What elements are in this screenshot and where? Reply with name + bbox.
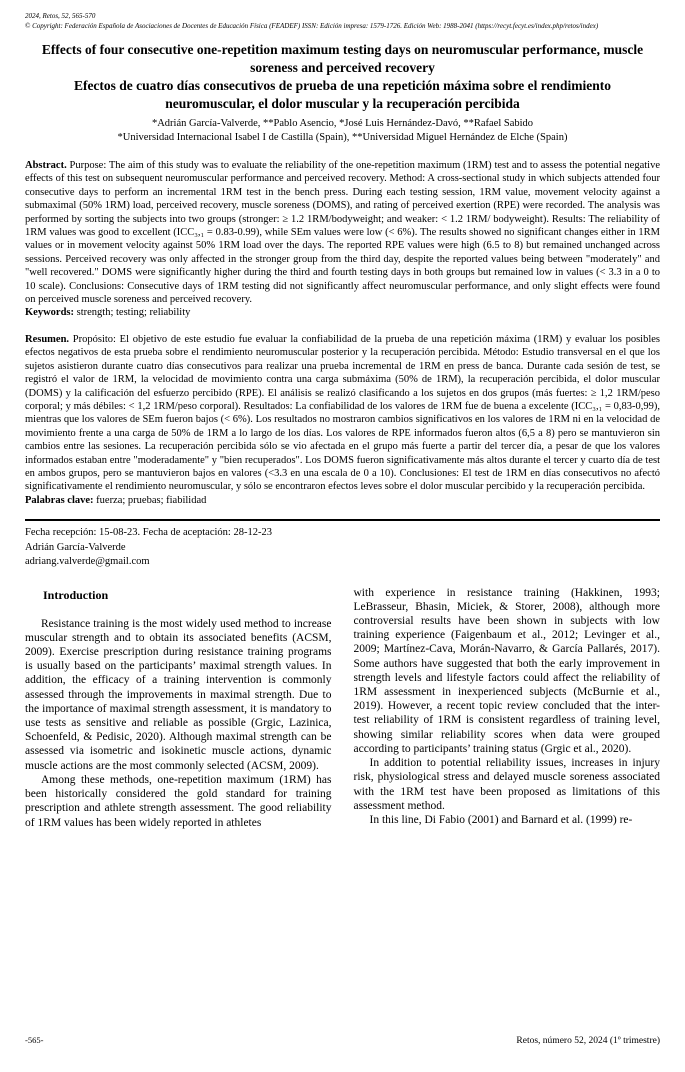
page-footer (25, 1035, 660, 1046)
article-body (25, 586, 660, 830)
journal-header (25, 12, 660, 31)
section-heading-introduction: Introduction (43, 587, 109, 602)
corresponding-author: Adrián García-Valverde (25, 541, 126, 553)
right-column (354, 586, 661, 830)
reception-block (25, 526, 660, 570)
divider-rule (25, 519, 660, 521)
reception-dates: Fecha recepción: 15-08-23. Fecha de aceptación: 28-12-23 (25, 527, 272, 539)
abstract-label: Abstract. (25, 160, 67, 171)
palabras-clave-line (25, 494, 660, 507)
page-number: -565- (25, 1035, 44, 1045)
keywords-line (25, 306, 660, 319)
journal-citation: 2024, Retos, 52, 565-570 (25, 12, 96, 20)
keywords-label: Keywords: (25, 307, 74, 319)
paragraph: In addition to potential reliability issues, increases in injury risk, physiological stress and delayed muscle soreness associated with the 1RM test have been proposed as limitations of this assessment method. (353, 757, 660, 812)
abstract-paragraph (25, 159, 660, 306)
abstract-section (25, 159, 660, 320)
paragraph: In this line, Di Fabio (2001) and Barnard et al. (1999) re- (369, 813, 633, 826)
title-english: Effects of four consecutive one-repetition maximum testing days on neuromuscular performance, muscle soreness and perceived recovery (41, 42, 644, 75)
journal-issue: Retos, número 52, 2024 (1º trimestre) (516, 1036, 660, 1046)
resumen-label: Resumen. (25, 333, 70, 345)
resumen-text: Propósito: El objetivo de este estudio fue evaluar la confiabilidad de la prueba de una repetición máxima (1RM) y evaluar los posibles efectos negativos de esta prueba sobre el rendimiento neuromuscular posterior y la recuperación percibida. Método: Estudio transversal en el que los sujetos asistieron durante cuatro días consecutivos para realizar una prueba incremental de 1RM en press de banca. Durante cada sesión de test, se registró el valor de 1RM, la velocidad de movimiento contra una carga submáxima (50% de 1RM), la recuperación percibida, el dolor muscular (DOMS) y la calificación del esfuerzo percibido (RPE). El análisis se realizó clasificando a los sujetos en dos grupos (más fuertes: ≥ 1,2 1RM/peso corporal; y más débiles: < 1,2 1RM/peso corporal). Resultados: La confiabilidad de los valores de 1RM fue de buena a excelente (ICC₃,₁ = 0,83-0,99), mientras que los valores de SEm fueron bajos (< 6%). Los resultados no mostraron cambios significativos en los valores de 1RM ni en la velocidad de movimiento frente a una carga de 50% de 1RM a lo largo de los días. Los valores de RPE informados fueron altos (6,5 a 8) pero se mantuvieron sin cambios entre las sesiones. La recuperación percibida sólo se vio afectada en el grupo más fuerte a partir del tercer día, a pesar de que los valores informados estaban entre "moderadamente" y "bien recuperados". Los DOMS fueron significativamente más altos durante el tercer y cuarto día de test en ambos grupos, pero se mantuvieron bajos en valores (<3.3 en una escala de 0 a 10). Conclusiones: El test de 1RM en días consecutivos no afectó significativamente el rendimiento neuromuscular, y sólo se encontraron efectos leves sobre el dolor muscular percibido y la recuperación percibida. (25, 333, 660, 493)
keywords-text: strength; testing; reliability (74, 307, 191, 319)
authors-line: *Adrián García-Valverde, **Pablo Asencio, *José Luis Hernández-Davó, **Rafael Sabido (151, 118, 534, 129)
abstract-text: Purpose: The aim of this study was to evaluate the reliability of the one-repetition maximum (1RM) test and to assess the potential negative effects of this test on subsequent neuromuscular performance and perceived recovery. Method: A cross-sectional study in which subjects attended four consecutive days to perform an incremental 1RM test in the bench press. During each testing session, 1RM value, movement velocity against a submaximal (50% 1RM) load, perceived recovery, muscle soreness (DOMS), and rating of perceived exertion (RPE) were recorded. The analysis was performed by sorting the subjects into two groups (stronger: ≥ 1.2 1RM/bodyweight; and weaker: < 1.2 1RM/ bodyweight). Results: The reliability of 1RM values was good to excellent (ICC₃,₁ = 0.83-0.99), while SEm values were low (< 6%). The results showed no significant changes either in 1RM values or in movement velocity against 50% 1RM load over the days. The reported RPE values were high (6.5 to 8) but remained unchanged across sessions. Perceived recovery was only affected in the stronger group from the third day, despite the reported values being between "moderately" and "well recovered." DOMS were significantly higher during the third and fourth testing days in both groups but remained low in values (< 3.3 in a 0 to 10 scale). Conclusions: Consecutive days of 1RM testing did not significantly affect neuromuscular performance, and only slight effects were found on perceived muscle soreness and perceived recovery. (25, 160, 660, 306)
journal-copyright: © Copyright: Federación Española de Asociaciones de Docentes de Educación Física (FEADEF) ISSN: Edición impresa: 1579-1726. Edición Web: 1988-2041 (https://recyt.fecyt.es/index.php/retos/index) (25, 21, 599, 30)
resumen-paragraph (25, 333, 660, 494)
palabras-clave-label: Palabras clave: (25, 494, 94, 506)
paragraph: Among these methods, one-repetition maximum (1RM) has been historically considered the gold standard for training prescription and athlete strength assessment. The good reliability of 1RM values has been widely reported in athletes (25, 773, 332, 829)
contact-email: adriang.valverde@gmail.com (25, 556, 150, 568)
palabras-clave-text: fuerza; pruebas; fiabilidad (93, 494, 207, 506)
affiliations-line: *Universidad Internacional Isabel I de Castilla (Spain), **Universidad Miguel Hernández de Elche (Spain) (117, 132, 568, 143)
left-column (25, 586, 332, 830)
paragraph: with experience in resistance training (Hakkinen, 1993; LeBrasseur, Bhasin, Miciek, & Storer, 2008), although more controversial results have been shown in subjects with low training experience (Faigenbaum et al., 2012; Levinger et al., 2009; Martínez-Cava, Morán-Navarro, & García Pallarés, 2017). Some authors have suggested that both the early improvement in strength levels and lifestyle factors could affect the reliability of 1RM assessment in inexperienced subjects (McBurnie et al., 2019). However, a recent topic review concluded that the inter-test reliability of 1RM is consistent regardless of training level, showing similar reliability scores when data were grouped according to participants’ training status (Grgic et al., 2020). (353, 586, 660, 755)
resumen-section (25, 333, 660, 507)
title-spanish: Efectos de cuatro días consecutivos de prueba de una repetición máxima sobre el rendimiento neuromuscular, el dolor muscular y la recuperación percibida (73, 78, 612, 111)
paragraph: Resistance training is the most widely used method to increase muscular strength and to obtain its associated benefits (ACSM, 2009). Exercise prescription during resistance training programs is usually based on the participants’ maximal strength values. In addition, the efficacy of a training intervention is commonly assessed through the improvements in maximal strength. Due to the importance of maximal strength assessment, it is mandatory to use tests as sensitive and reliable as possible (Grgic, Lazinica, Schoenfeld, & Pedisic, 2020). Although maximal strength can be assessed via isometric and isokinetic muscle actions, dynamic muscle actions are the most commonly selected (ACSM, 2009). (25, 617, 332, 772)
